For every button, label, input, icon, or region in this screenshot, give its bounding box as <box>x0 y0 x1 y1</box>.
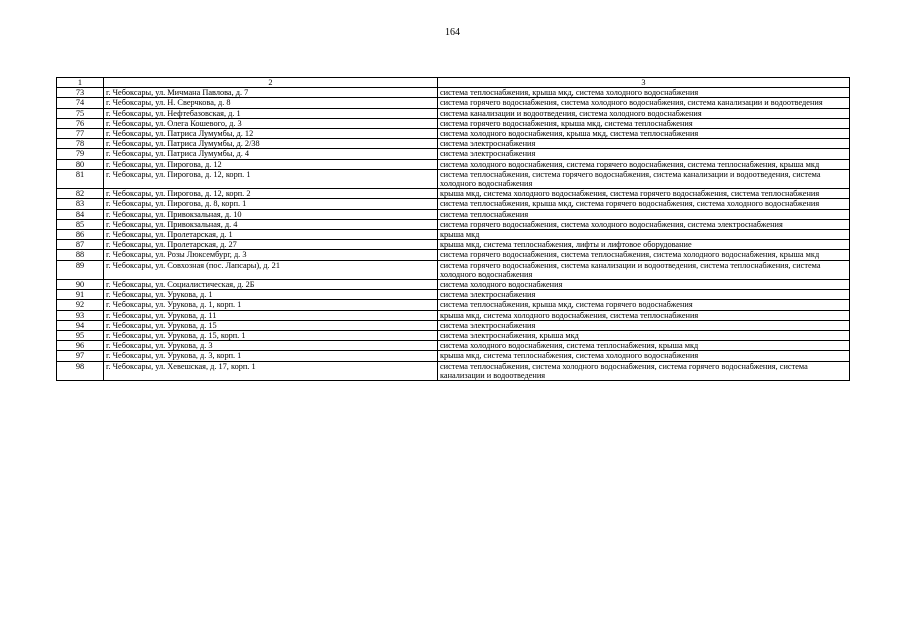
systems-cell: система теплоснабжения, крыша мкд, система горячего водоснабжения, система холодного водоснабжения <box>438 199 850 209</box>
systems-cell: система горячего водоснабжения, крыша мкд, система теплоснабжения <box>438 118 850 128</box>
row-number-cell: 83 <box>57 199 104 209</box>
column-header-address: 2 <box>104 78 438 88</box>
address-cell: г. Чебоксары, ул. Пирогова, д. 12, корп. 1 <box>104 169 438 188</box>
address-cell: г. Чебоксары, ул. Патриса Лумумбы, д. 12 <box>104 129 438 139</box>
systems-cell: крыша мкд, система теплоснабжения, система холодного водоснабжения <box>438 351 850 361</box>
row-number-cell: 94 <box>57 320 104 330</box>
table-row <box>57 149 850 159</box>
table-row <box>57 240 850 250</box>
row-number-cell: 75 <box>57 108 104 118</box>
row-number-cell: 78 <box>57 139 104 149</box>
address-cell: г. Чебоксары, ул. Совхозная (пос. Лапсары), д. 21 <box>104 260 438 279</box>
row-number-cell: 86 <box>57 230 104 240</box>
table-row <box>57 361 850 380</box>
systems-cell: крыша мкд, система теплоснабжения, лифты и лифтовое оборудование <box>438 240 850 250</box>
address-cell: г. Чебоксары, ул. Пирогова, д. 12, корп. 2 <box>104 189 438 199</box>
address-cell: г. Чебоксары, ул. Патриса Лумумбы, д. 4 <box>104 149 438 159</box>
address-cell: г. Чебоксары, ул. Пирогова, д. 12 <box>104 159 438 169</box>
systems-cell: система электроснабжения <box>438 290 850 300</box>
systems-cell: крыша мкд <box>438 230 850 240</box>
table-row <box>57 118 850 128</box>
row-number-cell: 77 <box>57 129 104 139</box>
row-number-cell: 90 <box>57 280 104 290</box>
address-cell: г. Чебоксары, ул. Урукова, д. 15 <box>104 320 438 330</box>
address-cell: г. Чебоксары, ул. Урукова, д. 3, корп. 1 <box>104 351 438 361</box>
table-row <box>57 250 850 260</box>
systems-cell: система холодного водоснабжения, система горячего водоснабжения, система теплоснабжения, крыша мкд <box>438 159 850 169</box>
row-number-cell: 89 <box>57 260 104 279</box>
table-row <box>57 219 850 229</box>
systems-cell: система канализации и водоотведения, система холодного водоснабжения <box>438 108 850 118</box>
address-cell: г. Чебоксары, ул. Социалистическая, д. 2Б <box>104 280 438 290</box>
address-cell: г. Чебоксары, ул. Нефтебазовская, д. 1 <box>104 108 438 118</box>
table-row <box>57 189 850 199</box>
systems-cell: система электроснабжения <box>438 139 850 149</box>
address-cell: г. Чебоксары, ул. Привокзальная, д. 10 <box>104 209 438 219</box>
row-number-cell: 97 <box>57 351 104 361</box>
row-number-cell: 93 <box>57 310 104 320</box>
table-header-row <box>57 78 850 88</box>
table-row <box>57 290 850 300</box>
row-number-cell: 96 <box>57 341 104 351</box>
address-cell: г. Чебоксары, ул. Патриса Лумумбы, д. 2/38 <box>104 139 438 149</box>
row-number-cell: 92 <box>57 300 104 310</box>
address-cell: г. Чебоксары, ул. Урукова, д. 11 <box>104 310 438 320</box>
row-number-cell: 73 <box>57 88 104 98</box>
row-number-cell: 74 <box>57 98 104 108</box>
systems-cell: система холодного водоснабжения <box>438 280 850 290</box>
column-header-number: 1 <box>57 78 104 88</box>
address-cell: г. Чебоксары, ул. Розы Люксембург, д. 3 <box>104 250 438 260</box>
row-number-cell: 82 <box>57 189 104 199</box>
systems-cell: система горячего водоснабжения, система холодного водоснабжения, система канализации и водоотведения <box>438 98 850 108</box>
systems-cell: система горячего водоснабжения, система холодного водоснабжения, система электроснабжения <box>438 219 850 229</box>
register-table <box>56 77 850 381</box>
address-cell: г. Чебоксары, ул. Урукова, д. 3 <box>104 341 438 351</box>
systems-cell: система теплоснабжения, крыша мкд, система холодного водоснабжения <box>438 88 850 98</box>
table-row <box>57 159 850 169</box>
table-row <box>57 108 850 118</box>
row-number-cell: 88 <box>57 250 104 260</box>
row-number-cell: 81 <box>57 169 104 188</box>
address-cell: г. Чебоксары, ул. Урукова, д. 1 <box>104 290 438 300</box>
table-row <box>57 199 850 209</box>
table-row <box>57 169 850 188</box>
systems-cell: система горячего водоснабжения, система теплоснабжения, система холодного водоснабжения, крыша мкд <box>438 250 850 260</box>
table-row <box>57 209 850 219</box>
row-number-cell: 85 <box>57 219 104 229</box>
address-cell: г. Чебоксары, ул. Пролетарская, д. 27 <box>104 240 438 250</box>
table-row <box>57 351 850 361</box>
address-cell: г. Чебоксары, ул. Урукова, д. 1, корп. 1 <box>104 300 438 310</box>
systems-cell: система электроснабжения <box>438 320 850 330</box>
row-number-cell: 76 <box>57 118 104 128</box>
address-cell: г. Чебоксары, ул. Хевешская, д. 17, корп. 1 <box>104 361 438 380</box>
table-row <box>57 310 850 320</box>
table-row <box>57 88 850 98</box>
systems-cell: система теплоснабжения, система холодного водоснабжения, система горячего водоснабжения, система канализации и водоотведения <box>438 361 850 380</box>
table-row <box>57 300 850 310</box>
address-cell: г. Чебоксары, ул. Пролетарская, д. 1 <box>104 230 438 240</box>
address-cell: г. Чебоксары, ул. Мичмана Павлова, д. 7 <box>104 88 438 98</box>
table-row <box>57 320 850 330</box>
systems-cell: система теплоснабжения, система горячего водоснабжения, система канализации и водоотведения, система холодного водоснабжения <box>438 169 850 188</box>
page-number: 164 <box>445 27 460 38</box>
table-row <box>57 230 850 240</box>
address-cell: г. Чебоксары, ул. Пирогова, д. 8, корп. 1 <box>104 199 438 209</box>
systems-cell: система электроснабжения <box>438 149 850 159</box>
row-number-cell: 91 <box>57 290 104 300</box>
table-row <box>57 129 850 139</box>
row-number-cell: 95 <box>57 331 104 341</box>
row-number-cell: 87 <box>57 240 104 250</box>
address-cell: г. Чебоксары, ул. Урукова, д. 15, корп. 1 <box>104 331 438 341</box>
address-cell: г. Чебоксары, ул. Олега Кошевого, д. 3 <box>104 118 438 128</box>
column-header-systems: 3 <box>438 78 850 88</box>
systems-cell: система электроснабжения, крыша мкд <box>438 331 850 341</box>
systems-cell: крыша мкд, система холодного водоснабжения, система теплоснабжения <box>438 310 850 320</box>
systems-cell: система теплоснабжения, крыша мкд, система горячего водоснабжения <box>438 300 850 310</box>
systems-cell: крыша мкд, система холодного водоснабжения, система горячего водоснабжения, система теплоснабжения <box>438 189 850 199</box>
table-row <box>57 280 850 290</box>
address-cell: г. Чебоксары, ул. Н. Сверчкова, д. 8 <box>104 98 438 108</box>
row-number-cell: 80 <box>57 159 104 169</box>
address-cell: г. Чебоксары, ул. Привокзальная, д. 4 <box>104 219 438 229</box>
systems-cell: система холодного водоснабжения, крыша мкд, система теплоснабжения <box>438 129 850 139</box>
systems-cell: система теплоснабжения <box>438 209 850 219</box>
table-row <box>57 139 850 149</box>
table-row <box>57 98 850 108</box>
table-row <box>57 341 850 351</box>
systems-cell: система холодного водоснабжения, система теплоснабжения, крыша мкд <box>438 341 850 351</box>
table-row <box>57 260 850 279</box>
table-row <box>57 331 850 341</box>
systems-cell: система горячего водоснабжения, система канализации и водоотведения, система теплоснабжения, система холодного водоснабжения <box>438 260 850 279</box>
row-number-cell: 84 <box>57 209 104 219</box>
row-number-cell: 98 <box>57 361 104 380</box>
row-number-cell: 79 <box>57 149 104 159</box>
